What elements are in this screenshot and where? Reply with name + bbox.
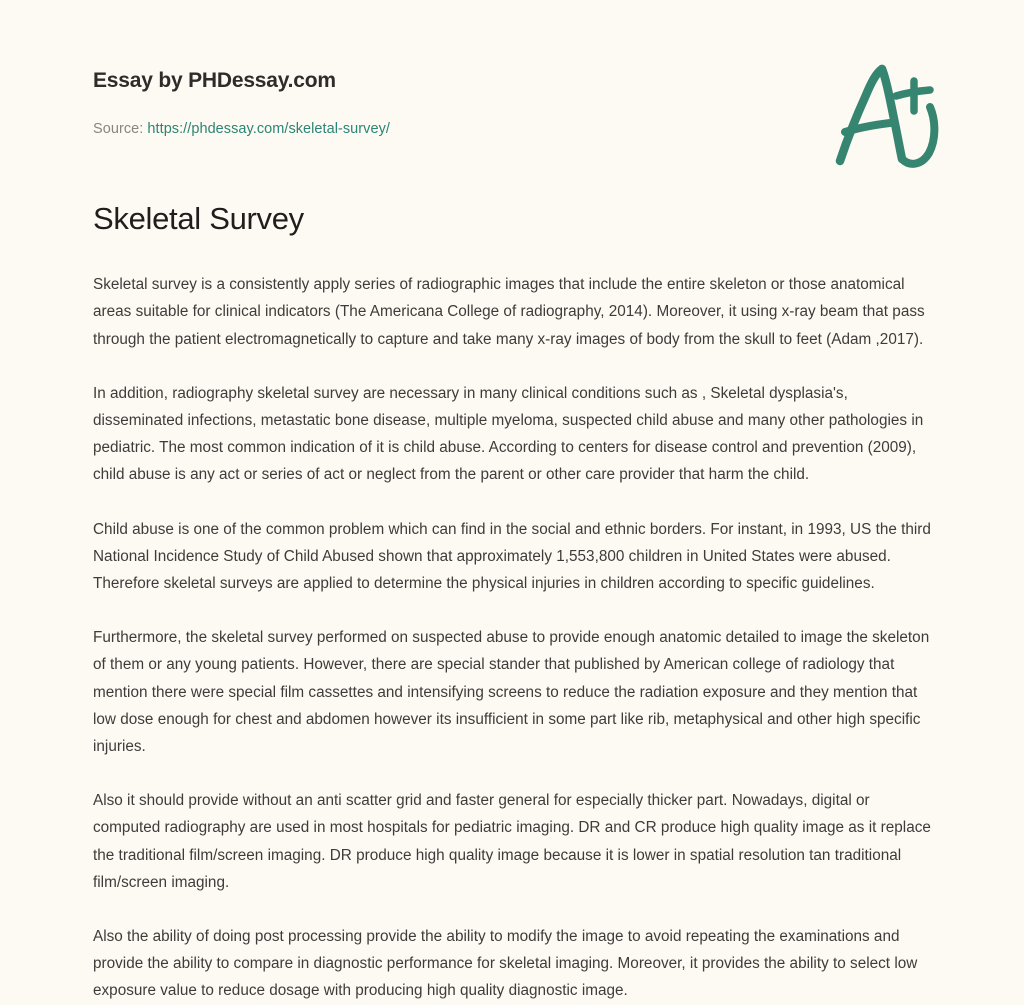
paragraph: Also it should provide without an anti scatter grid and faster general for especially thicker part. Nowadays, digital or computed radiography are used in most hospitals for pediatric imaging. DR and CR produce high quality image as it replace the traditional film/screen imaging. DR produce high quality image because it is lower in spatial resolution tan traditional film/screen imaging. [93,792,931,891]
paragraph: Skeletal survey is a consistently apply series of radiographic images that include the entire skeleton or those anatomical areas suitable for clinical indicators (The Americana College of radiography, 2014). Moreover, it using x-ray beam that pass through the patient electromagnetically to capture and take many x-ray images of body from the skull to feet (Adam ,2017). [93,276,925,348]
source-label: Source: [93,121,144,138]
source-url-link[interactable]: https://phdessay.com/skeletal-survey/ [147,121,390,138]
article-body [0,237,1024,1004]
paragraph: Child abuse is one of the common problem which can find in the social and ethnic borders. For instant, in 1993, US the third National Incidence Study of Child Abused shown that approximately 1,553,800 children in United States were abused. Therefore skeletal surveys are applied to determine the physical injuries in children according to specific guidelines. [93,520,931,593]
paragraph: In addition, radiography skeletal survey are necessary in many clinical conditions such as , Skeletal dysplasia's, disseminated infections, metastatic bone disease, multiple myeloma, suspected child abuse and many other pathologies in pediatric. The most common indication of it is child abuse. According to centers for disease control and prevention (2009), child abuse is any act or series of act or neglect from the parent or other care provider that harm the child. [93,384,924,484]
brand-title: Essay by PHDessay.com [93,69,336,92]
paragraph: Furthermore, the skeletal survey performed on suspected abuse to provide enough anatomic detailed to image the skeleton of them or any young patients. However, there are special stander that published by American college of radiology that mention there were special film cassettes and intensifying screens to reduce the radiation exposure and they mention that low dose enough for chest and abdomen however its insufficient in some part like rib, metaphysical and other high specific injuries. [93,629,930,756]
document-header [0,0,1024,200]
page-title: Skeletal Survey [93,201,304,236]
a-plus-logo [826,55,946,170]
paragraph: Also the ability of doing post processing provide the ability to modify the image to avoid repeating the examinations and provide the ability to compare in diagnostic performance for skeletal imaging. Moreover, it provides the ability to select low exposure value to reduce dosage with producing high quality diagnostic image. [93,928,918,1000]
source-line [93,119,931,139]
